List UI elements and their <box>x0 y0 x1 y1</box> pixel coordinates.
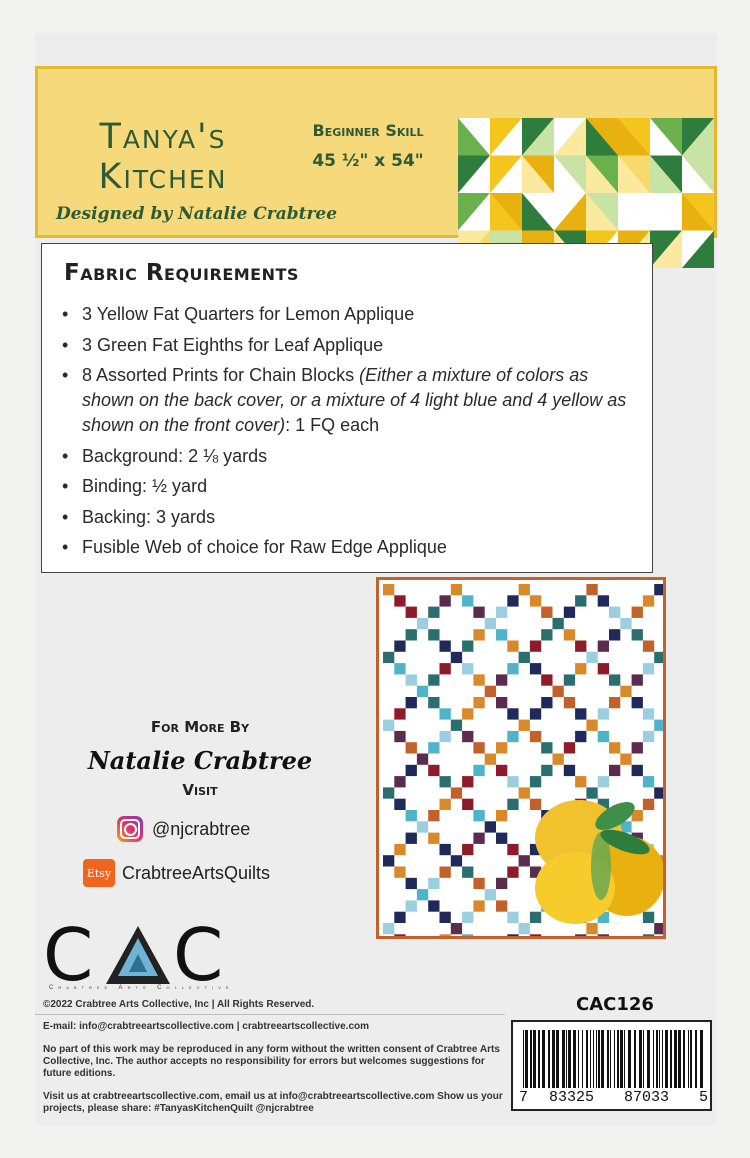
quilt-square <box>643 731 654 742</box>
quilt-square <box>575 663 586 674</box>
quilt-square <box>394 867 405 878</box>
list-item: • 8 Assorted Prints for Chain Blocks (Either a mixture of colors as shown on the back cover, or a mixture of 4 light blue and 4 yellow as shown on the front cover): 1 FQ each <box>60 363 640 438</box>
quilt-square <box>564 697 575 708</box>
cac-logo <box>43 918 233 988</box>
quilt-square <box>428 810 439 821</box>
quilt-square <box>575 934 586 936</box>
barcode-bar <box>548 1030 550 1088</box>
quilt-square <box>564 629 575 640</box>
quilt-square <box>643 595 654 606</box>
quilt-square <box>473 810 484 821</box>
pattern-title-line1: Tanya's <box>99 117 227 157</box>
quilt-square <box>541 697 552 708</box>
quilt-square <box>598 776 609 787</box>
quilt-square <box>620 618 631 629</box>
barcode-bar <box>610 1030 611 1088</box>
quilt-square <box>462 641 473 652</box>
quilt-square <box>462 595 473 606</box>
barcode-bar <box>700 1030 703 1088</box>
quilt-square <box>406 674 417 685</box>
quilt-square <box>643 799 654 810</box>
quilt-square <box>519 787 530 798</box>
barcode-bar <box>643 1030 644 1088</box>
quilt-square <box>609 697 620 708</box>
quilt-square <box>586 923 597 934</box>
quilt-square <box>462 776 473 787</box>
quilt-square <box>541 629 552 640</box>
quilt-square <box>383 855 394 866</box>
quilt-square <box>485 821 496 832</box>
fabric-requirements-list <box>60 302 640 566</box>
barcode-bar <box>624 1030 625 1088</box>
skill-level: Beginner Skill <box>312 121 424 140</box>
quilt-square <box>530 595 541 606</box>
quilt-square <box>451 720 462 731</box>
fabric-requirements-box <box>41 243 653 573</box>
quilt-square <box>632 697 643 708</box>
quilt-square <box>440 844 451 855</box>
barcode-bar <box>538 1030 540 1088</box>
quilt-square <box>586 787 597 798</box>
quilt-square <box>519 923 530 934</box>
quilt-square <box>553 686 564 697</box>
quilt-square <box>541 674 552 685</box>
barcode-digit-group: 7 <box>519 1089 529 1106</box>
list-item: • Fusible Web of choice for Raw Edge Applique <box>60 535 640 560</box>
fabric-requirements-heading: Fabric Requirements <box>64 260 299 286</box>
quilt-square <box>394 731 405 742</box>
quilt-square <box>394 641 405 652</box>
quilt-square <box>462 708 473 719</box>
quilt-square <box>643 934 654 936</box>
quilt-square <box>417 618 428 629</box>
quilt-square <box>440 776 451 787</box>
quilt-square <box>496 900 507 911</box>
quilt-chain-pattern <box>379 580 663 936</box>
quilt-square <box>428 833 439 844</box>
barcode-bar <box>634 1030 636 1088</box>
quilt-square <box>473 697 484 708</box>
quilt-square <box>406 742 417 753</box>
barcode-bar <box>659 1030 660 1088</box>
quilt-square <box>406 878 417 889</box>
quilt-square <box>496 810 507 821</box>
quilt-square <box>473 607 484 618</box>
quilt-square <box>598 595 609 606</box>
quilt-square <box>406 697 417 708</box>
quilt-square <box>496 629 507 640</box>
quilt-square <box>485 618 496 629</box>
quilt-square <box>428 674 439 685</box>
barcode-bar <box>586 1030 588 1088</box>
quilt-square <box>440 799 451 810</box>
barcode-bar <box>620 1030 623 1088</box>
barcode-bar <box>530 1030 532 1088</box>
svg-text:C: C <box>43 918 94 988</box>
quilt-square <box>473 674 484 685</box>
barcode-bars <box>523 1030 703 1088</box>
barcode-bar <box>614 1030 615 1088</box>
quilt-square <box>519 584 530 595</box>
barcode-digit-group: 87033 <box>624 1089 670 1106</box>
quilt-square <box>609 765 620 776</box>
quilt-square <box>620 754 631 765</box>
designer-credit: Designed by Natalie Crabtree <box>56 204 338 224</box>
quilt-square <box>643 776 654 787</box>
quilt-square <box>451 584 462 595</box>
barcode-bar <box>688 1030 689 1088</box>
quilt-square <box>417 686 428 697</box>
quilt-square <box>575 595 586 606</box>
quilt-square <box>530 731 541 742</box>
instagram-link[interactable] <box>117 816 250 842</box>
barcode-bar <box>678 1030 681 1088</box>
quilt-illustration <box>376 577 666 939</box>
quilt-square <box>643 708 654 719</box>
barcode-bar <box>525 1030 528 1088</box>
quilt-square <box>575 641 586 652</box>
quilt-square <box>394 776 405 787</box>
quilt-square <box>553 618 564 629</box>
quilt-square <box>496 674 507 685</box>
quilt-square <box>507 799 518 810</box>
quilt-square <box>530 708 541 719</box>
list-item: • 3 Yellow Fat Quarters for Lemon Applique <box>60 302 640 327</box>
quilt-square <box>598 641 609 652</box>
quilt-square <box>394 912 405 923</box>
quilt-square <box>428 878 439 889</box>
quilt-square <box>519 720 530 731</box>
quilt-square <box>564 607 575 618</box>
quilt-square <box>462 912 473 923</box>
etsy-icon: Etsy <box>83 859 115 887</box>
barcode-bar <box>556 1030 559 1088</box>
quilt-square <box>462 731 473 742</box>
barcode-bar <box>647 1030 650 1088</box>
quilt-square <box>598 708 609 719</box>
quilt-square <box>394 595 405 606</box>
quilt-square <box>541 742 552 753</box>
quilt-square <box>598 663 609 674</box>
pattern-back-cover <box>35 33 717 1125</box>
quilt-square <box>609 674 620 685</box>
quilt-square <box>507 708 518 719</box>
quilt-square <box>632 607 643 618</box>
quilt-square <box>462 844 473 855</box>
quilt-square <box>383 584 394 595</box>
quilt-square <box>417 889 428 900</box>
barcode-bar <box>665 1030 668 1088</box>
quilt-square <box>507 776 518 787</box>
quilt-square <box>530 934 541 936</box>
quilt-square <box>496 697 507 708</box>
barcode-bar <box>683 1030 685 1088</box>
copyright: ©2022 Crabtree Arts Collective, Inc | All Rights Reserved. <box>43 999 315 1010</box>
barcode-bar <box>601 1030 604 1088</box>
quilt-square <box>598 731 609 742</box>
quilt-square <box>462 934 473 936</box>
quilt-square <box>417 754 428 765</box>
quilt-square <box>394 844 405 855</box>
quilt-square <box>485 889 496 900</box>
quilt-square <box>496 742 507 753</box>
quilt-square <box>428 629 439 640</box>
quilt-square <box>632 742 643 753</box>
quilt-square <box>541 765 552 776</box>
etsy-link[interactable] <box>83 859 270 887</box>
for-more-label: For More By <box>150 718 250 736</box>
logo-subtitle: Crabtree Arts Collective <box>49 985 234 991</box>
barcode-bar <box>593 1030 594 1088</box>
quilt-square <box>451 855 462 866</box>
quilt-square <box>519 652 530 663</box>
contact-info: E-mail: info@crabtreeartscollective.com | crabtreeartscollective.com <box>43 1021 370 1032</box>
visit-us-text: Visit us at crabtreeartscollective.com, email us at info@crabtreeartscollective.com Show us your projects, please share: #TanyasKitchenQuilt @njcrabtree <box>43 1091 503 1114</box>
quilt-square <box>575 776 586 787</box>
instagram-icon <box>117 816 143 842</box>
quilt-square <box>451 787 462 798</box>
quilt-square <box>473 900 484 911</box>
divider <box>35 1014 505 1015</box>
etsy-shop-name: CrabtreeArtsQuilts <box>122 862 271 883</box>
barcode-digit-group: 83325 <box>549 1089 595 1106</box>
quilt-square <box>507 663 518 674</box>
quilt-square <box>406 833 417 844</box>
barcode-bar <box>656 1030 658 1088</box>
quilt-square <box>394 708 405 719</box>
quilt-square <box>440 867 451 878</box>
quilt-square <box>440 663 451 674</box>
quilt-square <box>462 867 473 878</box>
barcode-bar <box>670 1030 672 1088</box>
quilt-square <box>507 867 518 878</box>
quilt-square <box>394 934 405 936</box>
barcode-bar <box>542 1030 545 1088</box>
list-item: • Binding: ½ yard <box>60 474 640 499</box>
product-code: CAC126 <box>576 994 654 1015</box>
quilt-square <box>428 607 439 618</box>
quilt-square <box>507 595 518 606</box>
barcode-bar <box>695 1030 697 1088</box>
quilt-square <box>632 765 643 776</box>
quilt-square <box>383 787 394 798</box>
quilt-square <box>530 912 541 923</box>
barcode-bar <box>639 1030 642 1088</box>
quilt-square <box>575 708 586 719</box>
quilt-square <box>406 765 417 776</box>
for-more-block <box>75 718 325 799</box>
quilt-square <box>586 720 597 731</box>
barcode-bar <box>653 1030 654 1088</box>
quilt-square <box>417 821 428 832</box>
quilt-square <box>530 799 541 810</box>
quilt-square <box>406 607 417 618</box>
quilt-square <box>530 641 541 652</box>
quilt-square <box>383 923 394 934</box>
quilt-square <box>598 934 609 936</box>
quilt-square <box>473 878 484 889</box>
disclaimer: No part of this work may be reproduced in any form without the written consent of Crabtree Arts Collective, Inc. The author accepts no responsibility for errors but welcomes suggestions for future editions. <box>43 1044 500 1079</box>
quilt-square <box>440 731 451 742</box>
quilt-square <box>575 731 586 742</box>
barcode-digit-group: 5 <box>699 1089 709 1106</box>
quilt-square <box>394 663 405 674</box>
quilt-square <box>473 833 484 844</box>
header-banner <box>35 66 717 238</box>
barcode-bar <box>552 1030 555 1088</box>
quilt-square <box>564 674 575 685</box>
barcode-bar <box>582 1030 583 1088</box>
pattern-title-line2: Kitchen <box>98 157 228 197</box>
quilt-square <box>586 584 597 595</box>
quilt-square <box>654 923 663 934</box>
quilt-square <box>496 607 507 618</box>
quilt-square <box>496 833 507 844</box>
barcode-bar <box>662 1030 663 1088</box>
barcode-bar <box>566 1030 567 1088</box>
quilt-square <box>654 720 663 731</box>
quilt-square <box>632 674 643 685</box>
quilt-square <box>586 652 597 663</box>
quilt-square <box>541 607 552 618</box>
quilt-square <box>507 731 518 742</box>
quilt-square <box>451 652 462 663</box>
barcode-bar <box>598 1030 600 1088</box>
quilt-square <box>440 912 451 923</box>
quilt-square <box>473 629 484 640</box>
quilt-square <box>519 855 530 866</box>
quilt-square <box>530 776 541 787</box>
barcode-bar <box>628 1030 631 1088</box>
quilt-square <box>440 934 451 936</box>
quilt-square <box>428 697 439 708</box>
quilt-square <box>462 663 473 674</box>
barcode-bar <box>578 1030 579 1088</box>
quilt-square <box>507 641 518 652</box>
quilt-square <box>440 595 451 606</box>
list-item: • Background: 2 ⅛ yards <box>60 444 640 469</box>
visit-label: Visit <box>182 781 218 799</box>
barcode-bar <box>590 1030 591 1088</box>
barcode-bar <box>568 1030 571 1088</box>
quilt-square <box>428 765 439 776</box>
quilt-square <box>654 787 663 798</box>
barcode-bar <box>562 1030 565 1088</box>
quilt-square <box>428 900 439 911</box>
barcode-bar <box>674 1030 677 1088</box>
quilt-square <box>440 641 451 652</box>
quilt-square <box>643 912 654 923</box>
svg-text:C: C <box>173 918 224 988</box>
instagram-handle: @njcrabtree <box>152 818 251 839</box>
quilt-square <box>406 810 417 821</box>
quilt-square <box>643 663 654 674</box>
quilt-size: 45 ½" x 54" <box>312 151 424 171</box>
barcode <box>511 1020 712 1111</box>
quilt-square <box>654 652 663 663</box>
quilt-square <box>440 708 451 719</box>
quilt-square <box>473 742 484 753</box>
quilt-square <box>609 629 620 640</box>
quilt-square <box>507 844 518 855</box>
quilt-square <box>394 799 405 810</box>
quilt-square <box>406 629 417 640</box>
quilt-square <box>451 923 462 934</box>
quilt-square <box>553 754 564 765</box>
quilt-square <box>507 912 518 923</box>
quilt-square <box>507 934 518 936</box>
quilt-square <box>428 742 439 753</box>
list-item: • 3 Green Fat Eighths for Leaf Applique <box>60 333 640 358</box>
list-item: • Backing: 3 yards <box>60 505 640 530</box>
quilt-square <box>496 765 507 776</box>
quilt-square <box>620 686 631 697</box>
barcode-bar <box>596 1030 597 1088</box>
barcode-bar <box>607 1030 609 1088</box>
quilt-square <box>473 765 484 776</box>
quilt-square <box>496 878 507 889</box>
quilt-square <box>632 629 643 640</box>
quilt-square <box>485 754 496 765</box>
quilt-square <box>564 742 575 753</box>
barcode-bar <box>573 1030 576 1088</box>
quilt-square <box>564 765 575 776</box>
quilt-square <box>485 686 496 697</box>
quilt-square <box>383 720 394 731</box>
barcode-bar <box>533 1030 536 1088</box>
barcode-bar <box>617 1030 619 1088</box>
quilt-square <box>530 663 541 674</box>
quilt-square <box>406 900 417 911</box>
quilt-square <box>654 584 663 595</box>
quilt-square <box>462 799 473 810</box>
designer-signature: Natalie Crabtree <box>87 746 313 775</box>
quilt-square <box>609 742 620 753</box>
quilt-square <box>383 652 394 663</box>
quilt-square <box>609 607 620 618</box>
barcode-bar <box>523 1030 524 1088</box>
barcode-bar <box>690 1030 692 1088</box>
quilt-square <box>643 641 654 652</box>
